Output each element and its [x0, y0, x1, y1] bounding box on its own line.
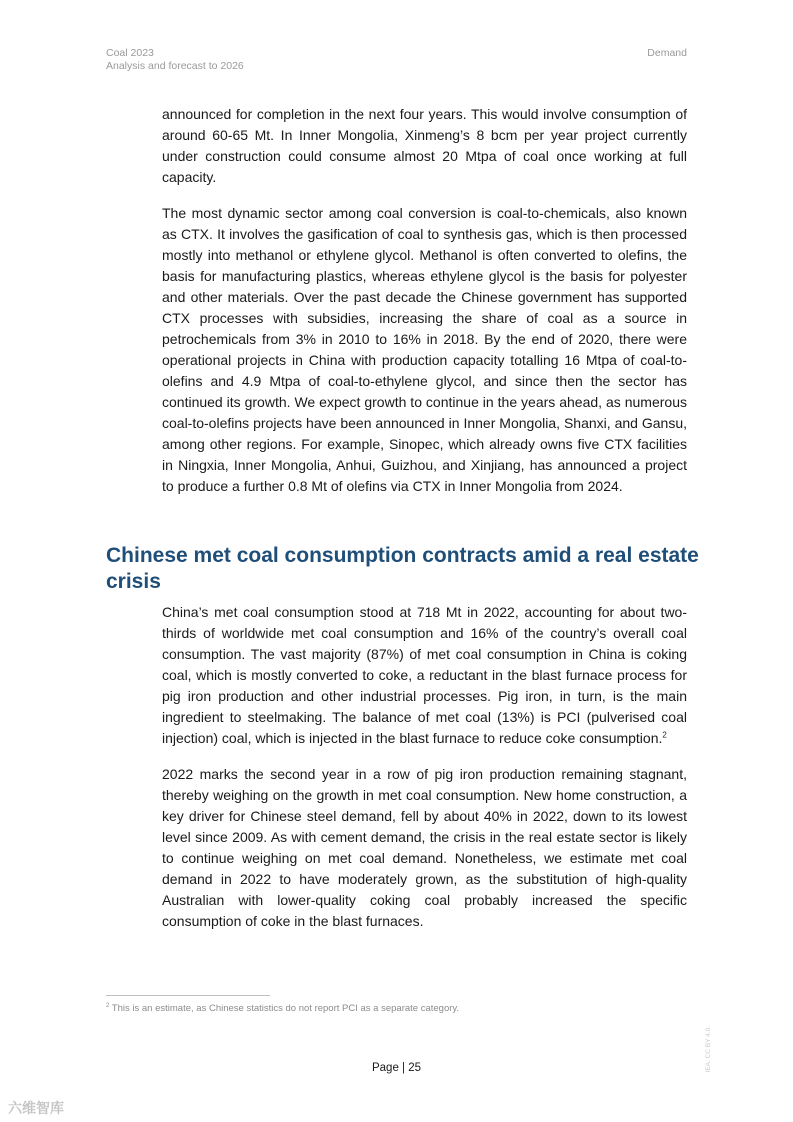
paragraph-3-text: China’s met coal consumption stood at 718 Mt in 2022, accounting for about two-thirds of worldwide met coal consumption and 16% of the country’s overall coal consumption. The vast majority (87%) of met coal consumption in China is coking coal, which is mostly converted to coke, a reductant in the blast furnace process for pig iron production and other industrial processes. Pig iron, in turn, is the main ingredient to steelmaking. The balance of met coal (13%) is PCI (pulverised coal injection) coal, which is injected in the blast furnace to reduce coke consumption.: [162, 604, 687, 746]
paragraph-1: announced for completion in the next four years. This would involve consumption of around 60-65 Mt. In Inner Mongolia, Xinmeng’s 8 bcm per year project currently under construction could consume almost 20 Mtpa of coal once working at full capacity.: [162, 106, 687, 185]
section-label: Demand: [647, 47, 687, 59]
footnote-divider: [106, 995, 270, 996]
license-text: IEA. CC BY 4.0.: [705, 1026, 712, 1073]
report-subtitle: Analysis and forecast to 2026: [106, 60, 244, 72]
footnote-number: 2: [106, 1002, 110, 1009]
paragraph-3: [162, 602, 687, 749]
report-title: Coal 2023: [106, 47, 154, 59]
section-heading: Chinese met coal consumption contracts amid a real estate crisis: [106, 544, 699, 593]
paragraph-2: The most dynamic sector among coal conversion is coal-to-chemicals, also known as CTX. It involves the gasification of coal to synthesis gas, which is then processed mostly into methanol or ethylene glycol. Methanol is often converted to olefins, the basis for manufacturing plastics, whereas ethylene glycol is the basis for polyester and other materials. Over the past decade the Chinese government has supported CTX processes with subsidies, increasing the share of coal as a source in petrochemicals from 3% in 2010 to 16% in 2018. By the end of 2020, there were operational projects in China with production capacity totalling 16 Mtpa of coal-to-olefins and 4.9 Mtpa of coal-to-ethylene glycol, and since then the sector has continued its growth. We expect growth to continue in the years ahead, as numerous coal-to-olefins projects have been announced in Inner Mongolia, Shanxi, and Gansu, among other regions. For example, Sinopec, which already owns five CTX facilities in Ningxia, Inner Mongolia, Anhui, Guizhou, and Xinjiang, has announced a project to produce a further 0.8 Mt of olefins via CTX in Inner Mongolia from 2024.: [162, 205, 687, 494]
page-number: Page | 25: [371, 1062, 422, 1074]
paragraph-4: 2022 marks the second year in a row of pig iron production remaining stagnant, thereby weighing on the growth in met coal consumption. New home construction, a key driver for Chinese steel demand, fell by about 40% in 2022, down to its lowest level since 2009. As with cement demand, the crisis in the real estate sector is likely to continue weighing on met coal demand. Nonetheless, we estimate met coal demand in 2022 to have moderately grown, as the substitution of high-quality Australian with lower-quality coking coal probably increased the specific consumption of coke in the blast furnaces.: [162, 766, 687, 929]
footnote-reference[interactable]: 2: [662, 730, 667, 740]
footnote: [106, 1003, 459, 1014]
watermark-logo: 六维智库: [8, 1100, 64, 1116]
footnote-text: This is an estimate, as Chinese statistics do not report PCI as a separate category.: [109, 1003, 460, 1014]
document-header: [106, 47, 244, 73]
